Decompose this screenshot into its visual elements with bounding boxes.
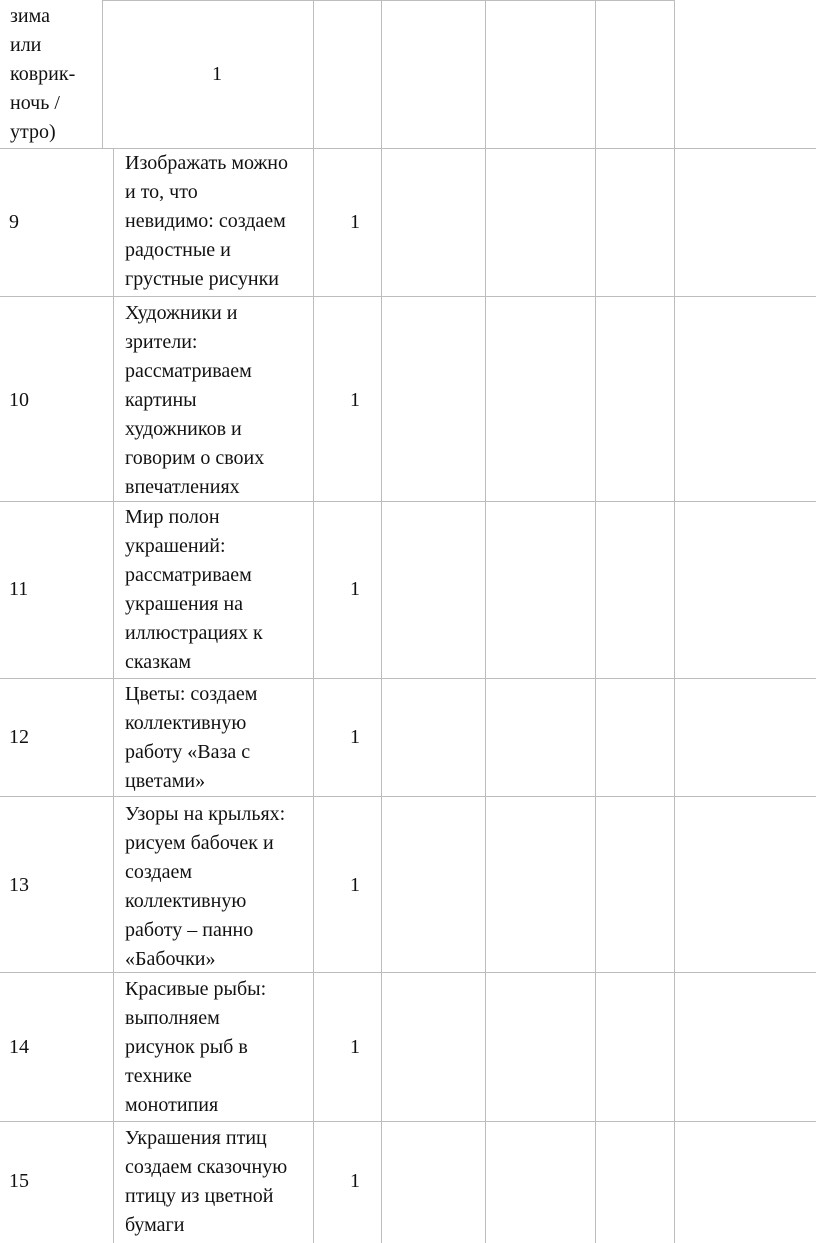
grid-line xyxy=(0,296,816,297)
table-cell-topic: Мир полон украшений: рассматриваем украшения на иллюстрациях к сказкам xyxy=(125,506,263,673)
table-cell-topic: Украшения птиц создаем сказочную птицу из цветной бумаги xyxy=(125,1127,288,1236)
table-cell-hours: 1 xyxy=(350,578,360,600)
grid-line xyxy=(0,972,816,973)
table-cell-hours: 1 xyxy=(350,726,360,748)
table-cell-number: 10 xyxy=(9,389,29,411)
table-cell-topic: Красивые рыбы: выполняем рисунок рыб в технике монотипия xyxy=(125,978,267,1116)
grid-line xyxy=(485,0,486,1243)
grid-line xyxy=(0,148,816,149)
table-cell-number: 14 xyxy=(9,1036,29,1058)
grid-line xyxy=(674,0,675,1243)
grid-line xyxy=(102,0,675,1)
table-cell-topic: Узоры на крыльях: рисуем бабочек и создаем коллективную работу – панно «Бабочки» xyxy=(125,803,286,970)
table-cell-hours: 1 xyxy=(350,874,360,896)
grid-line xyxy=(0,796,816,797)
grid-line xyxy=(0,501,816,502)
table-cell-hours: 1 xyxy=(212,63,222,85)
table-cell-number: 15 xyxy=(9,1170,29,1192)
table-cell-hours: 1 xyxy=(350,1170,360,1192)
table-cell-hours: 1 xyxy=(350,211,360,233)
table-cell-text: зима или коврик- ночь / утро) xyxy=(10,5,76,143)
table-cell-topic: Изображать можно и то, что невидимо: создаем радостные и грустные рисунки xyxy=(125,152,288,290)
table-cell-topic: Цветы: создаем коллективную работу «Ваза с цветами» xyxy=(125,683,258,792)
table-cell-number: 9 xyxy=(9,211,19,233)
table-cell-topic: Художники и зрители: рассматриваем картины художников и говорим о своих впечатлениях xyxy=(125,302,265,498)
grid-line xyxy=(113,148,114,1243)
table-cell-number: 11 xyxy=(9,578,29,600)
table-cell-hours: 1 xyxy=(350,1036,360,1058)
table-cell-number: 12 xyxy=(9,726,29,748)
grid-line xyxy=(0,678,816,679)
grid-line xyxy=(381,0,382,1243)
grid-line xyxy=(0,1121,816,1122)
table-cell-number: 13 xyxy=(9,874,29,896)
table-cell-hours: 1 xyxy=(350,389,360,411)
grid-line xyxy=(595,0,596,1243)
